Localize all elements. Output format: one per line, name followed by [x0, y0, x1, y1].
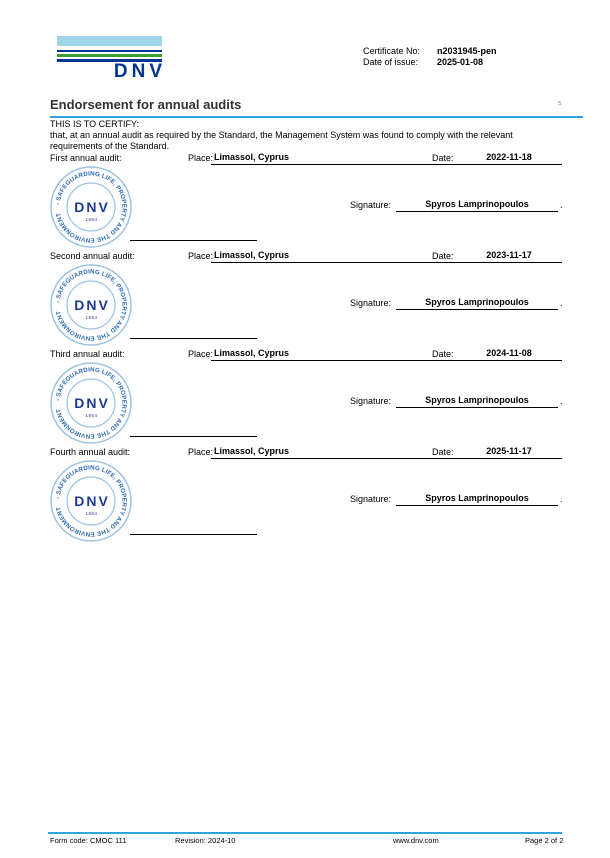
audit-block-fourth	[0, 447, 610, 545]
audit-block-third	[0, 349, 610, 447]
signature-dot: .	[560, 494, 563, 504]
signature-dot: .	[560, 200, 563, 210]
seal-center-text: DNV	[74, 199, 110, 215]
seal-year: 1864	[85, 217, 98, 222]
place-value: Limassol, Cyprus	[211, 249, 458, 263]
stamp-line	[130, 338, 257, 339]
signature-label: Signature:	[350, 396, 392, 406]
place-label: Place:	[188, 153, 214, 163]
footer-revision: Revision: 2024-10	[175, 836, 236, 845]
date-label: Date:	[432, 251, 454, 261]
footer-page-number: Page 2 of 2	[525, 836, 564, 845]
place-value: Limassol, Cyprus	[211, 347, 458, 361]
dnv-seal-icon	[49, 263, 133, 347]
stamp-line	[130, 534, 257, 535]
place-label: Place:	[188, 349, 214, 359]
certificate-info	[363, 46, 497, 68]
footer-website: www.dnv.com	[393, 836, 439, 845]
logo-navy-line	[57, 50, 162, 52]
date-value: 2023-11-17	[456, 249, 562, 263]
seal-ring-text: - SAFEGUARDING LIFE, PROPERTY AND THE ENVIRONMENT	[54, 268, 128, 342]
date-label: Date:	[432, 447, 454, 457]
stamp-line	[130, 436, 257, 437]
date-value: 2025-11-17	[456, 445, 562, 459]
seal-year: 1864	[85, 315, 98, 320]
certify-body: that, at an annual audit as required by the Standard, the Management System was found to comply with the relevant requirements of the Standard.	[50, 130, 513, 151]
signature-dot: .	[560, 396, 563, 406]
signature-label: Signature:	[350, 200, 392, 210]
audit-label: Second annual audit:	[50, 251, 135, 261]
page-title: Endorsement for annual audits	[50, 97, 242, 112]
audit-label: Third annual audit:	[50, 349, 125, 359]
signature-dot: .	[560, 298, 563, 308]
logo-wordmark: DNV	[113, 60, 166, 82]
dnv-logo	[57, 36, 166, 82]
date-label: Date:	[432, 153, 454, 163]
signature-label: Signature:	[350, 298, 392, 308]
dnv-seal-icon	[49, 459, 133, 543]
seal-center-text: DNV	[74, 493, 110, 509]
seal-ring-text: - SAFEGUARDING LIFE, PROPERTY AND THE ENVIRONMENT	[54, 170, 128, 244]
signature-value: Spyros Lamprinopoulos	[396, 492, 558, 506]
certify-heading: THIS IS TO CERTIFY:	[50, 119, 140, 129]
dnv-seal-icon	[49, 361, 133, 445]
date-value: 2024-11-08	[456, 347, 562, 361]
place-label: Place:	[188, 251, 214, 261]
seal-center-text: DNV	[74, 297, 110, 313]
logo-sky-bar	[57, 36, 162, 46]
place-value: Limassol, Cyprus	[211, 445, 458, 459]
seal-ring-text: - SAFEGUARDING LIFE, PROPERTY AND THE ENVIRONMENT	[54, 464, 128, 538]
place-value: Limassol, Cyprus	[211, 151, 458, 165]
signature-value: Spyros Lamprinopoulos	[396, 394, 558, 408]
seal-ring-text: - SAFEGUARDING LIFE, PROPERTY AND THE ENVIRONMENT	[54, 366, 128, 440]
signature-value: Spyros Lamprinopoulos	[396, 198, 558, 212]
audit-block-first	[0, 153, 610, 251]
dnv-seal-icon	[49, 165, 133, 249]
signature-value: Spyros Lamprinopoulos	[396, 296, 558, 310]
title-marker: s	[558, 100, 562, 107]
audit-label: First annual audit:	[50, 153, 122, 163]
date-of-issue-label: Date of issue:	[363, 57, 419, 67]
certificate-no-value: n2031945-pen	[437, 46, 497, 56]
place-label: Place:	[188, 447, 214, 457]
logo-green-line	[57, 54, 162, 57]
footer-rule	[48, 832, 562, 834]
date-label: Date:	[432, 349, 454, 359]
audit-label: Fourth annual audit:	[50, 447, 131, 457]
title-rule	[50, 116, 583, 118]
stamp-line	[130, 240, 257, 241]
seal-year: 1864	[85, 511, 98, 516]
seal-center-text: DNV	[74, 395, 110, 411]
signature-label: Signature:	[350, 494, 392, 504]
certificate-no-label: Certificate No:	[363, 46, 421, 56]
date-of-issue-value: 2025-01-08	[437, 57, 484, 67]
date-value: 2022-11-18	[456, 151, 562, 165]
audit-block-second	[0, 251, 610, 349]
footer-form-code: Form code: CMOC 111	[50, 836, 127, 845]
seal-year: 1864	[85, 413, 98, 418]
